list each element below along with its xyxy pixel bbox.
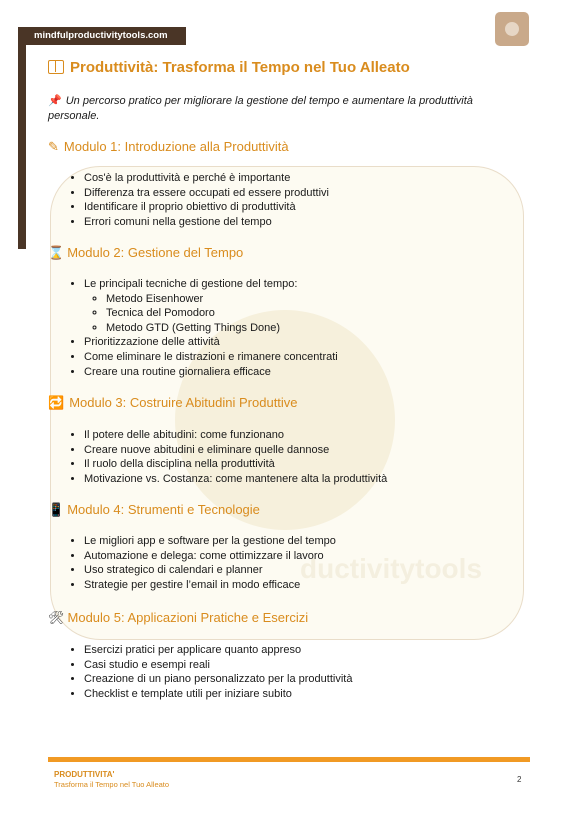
module-2-heading-text: Modulo 2: Gestione del Tempo: [67, 245, 244, 260]
list-item: • Creare nuove abitudini e eliminare quelle dannose: [84, 443, 387, 458]
module-5-heading: [48, 610, 308, 626]
logo-mark-icon: [505, 22, 519, 36]
brand-logo: [495, 12, 529, 46]
site-url[interactable]: mindfulproductivitytools.com: [34, 30, 168, 41]
list-item: • Uso strategico di calendari e planner: [84, 563, 336, 578]
list-item: • Il potere delle abitudini: come funzionano: [84, 428, 387, 443]
list-item: • Prioritizzazione delle attività: [84, 335, 338, 350]
list-item: • Creazione di un piano personalizzato per la produttività: [84, 672, 352, 687]
module-3-list: [62, 428, 387, 486]
sub-list-item: ◦ Tecnica del Pomodoro: [106, 306, 338, 321]
module-2-list: [62, 277, 338, 379]
document-title: [48, 59, 410, 76]
document-title-text: Produttività: Trasforma il Tempo nel Tuo Alleato: [70, 59, 410, 76]
intro-paragraph: [48, 94, 518, 124]
list-item: • Le migliori app e software per la gestione del tempo: [84, 534, 336, 549]
module-2-sublist: [84, 292, 338, 336]
module-3-heading: [48, 395, 298, 411]
hourglass-icon: ⌛: [48, 245, 65, 260]
list-item: • Il ruolo della disciplina nella produttività: [84, 457, 387, 472]
list-item: • Identificare il proprio obiettivo di produttività: [84, 200, 329, 215]
intro-text: Un percorso pratico per migliorare la gestione del tempo e aumentare la produttività personale.: [48, 95, 473, 122]
repeat-icon: 🔁: [48, 395, 65, 410]
list-item: • Creare una routine giornaliera efficace: [84, 365, 338, 380]
list-item: • Casi studio e esempi reali: [84, 658, 352, 673]
list-item-text: Le principali tecniche di gestione del tempo:: [84, 278, 298, 290]
list-item: [84, 277, 338, 335]
tools-icon: 🛠: [48, 610, 65, 625]
list-item: • Checklist e template utili per iniziare subito: [84, 687, 352, 702]
module-1-list: [62, 171, 329, 229]
module-4-heading: [48, 502, 260, 518]
module-4-list: [62, 534, 336, 592]
footer-subtitle: Trasforma il Tempo nel Tuo Alleato: [54, 780, 170, 789]
header-side-bar: [18, 27, 26, 249]
book-icon: [48, 60, 64, 74]
module-4-heading-text: Modulo 4: Strumenti e Tecnologie: [67, 502, 260, 517]
page-number: 2: [517, 775, 522, 784]
module-1-heading: [48, 139, 289, 155]
list-item: • Automazione e delega: come ottimizzare il lavoro: [84, 549, 336, 564]
list-item: • Esercizi pratici per applicare quanto appreso: [84, 643, 352, 658]
module-5-heading-text: Modulo 5: Applicazioni Pratiche e Esercizi: [67, 610, 309, 625]
list-item: • Differenza tra essere occupati ed essere produttivi: [84, 186, 329, 201]
module-1-heading-text: Modulo 1: Introduzione alla Produttività: [63, 139, 289, 154]
sub-list-item: ◦ Metodo Eisenhower: [106, 292, 338, 307]
mobile-icon: 📱: [48, 502, 65, 517]
pushpin-icon: ✎: [48, 139, 59, 154]
list-item: • Errori comuni nella gestione del tempo: [84, 215, 329, 230]
list-item: • Motivazione vs. Costanza: come mantenere alta la produttività: [84, 472, 387, 487]
pushpin-icon: 📌: [48, 95, 62, 107]
list-item: • Cos'è la produttività e perché è importante: [84, 171, 329, 186]
footer-title: PRODUTTIVITA': [54, 770, 115, 779]
watermark-text: ductivitytools: [300, 553, 483, 584]
list-item: • Strategie per gestire l’email in modo efficace: [84, 578, 336, 593]
module-2-heading: [48, 245, 243, 261]
footer-divider: [48, 757, 530, 762]
sub-list-item: ◦ Metodo GTD (Getting Things Done): [106, 321, 338, 336]
list-item: • Come eliminare le distrazioni e rimanere concentrati: [84, 350, 338, 365]
module-3-heading-text: Modulo 3: Costruire Abitudini Produttive: [69, 395, 298, 410]
module-5-list: [62, 643, 352, 701]
